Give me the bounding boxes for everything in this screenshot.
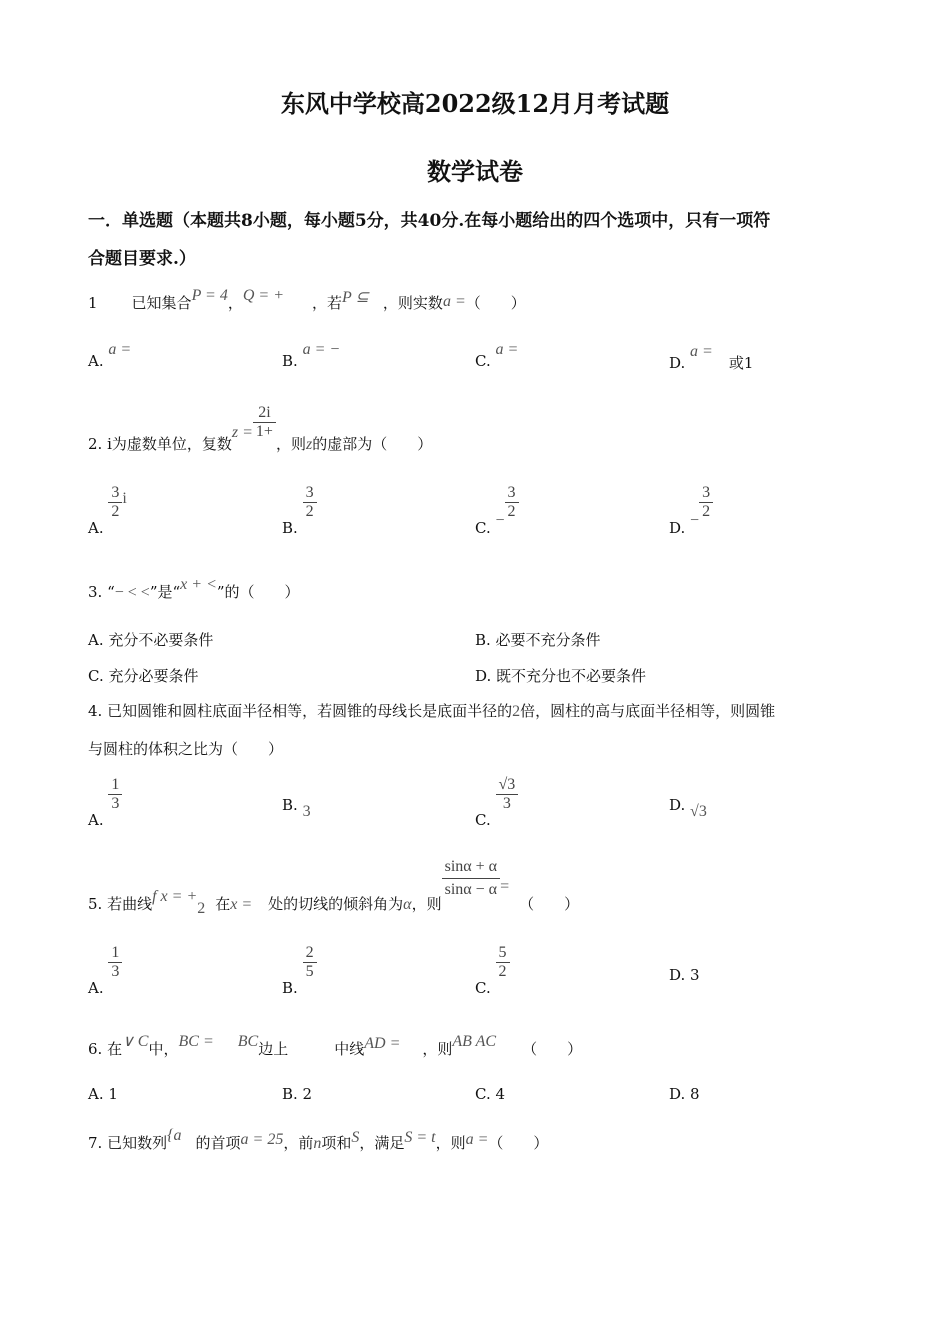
math-expression: S bbox=[351, 1129, 360, 1146]
q2-option-b[interactable]: B. $\frac{3}{2}$ bbox=[282, 484, 317, 521]
question-3: 3. “− < <”是“x + <”的（ ） bbox=[88, 576, 300, 601]
q3-option-d[interactable]: D. 既不充分也不必要条件 bbox=[475, 667, 647, 685]
q5-option-a[interactable]: A. $\frac{1}{3}$ bbox=[88, 944, 122, 981]
q4-option-c[interactable]: C. $\frac{√3}{3}$ bbox=[475, 776, 518, 813]
math-fraction: $\frac{2i}{1+}$ bbox=[253, 404, 276, 441]
q2-option-a[interactable]: A. $\frac{3}{2}$ i bbox=[88, 484, 127, 537]
q2-option-c[interactable]: C. − $\frac{3}{2}$ bbox=[475, 484, 519, 521]
question-5: 5. 若曲线f x = +2 在x = 处的切线的倾斜角为α，则 $\frac{\sin\alpha + \alpha}{\sin\alpha - \alpha}$ =（ ） bbox=[88, 858, 580, 917]
question-number: 1 bbox=[88, 294, 98, 312]
q4-option-a[interactable]: A. $\frac{1}{3}$ bbox=[88, 776, 122, 813]
question-1: 1 已知集合P = 4，Q = + ，若P ⊆ ，则实数a =（ ） bbox=[88, 287, 526, 312]
q3-option-a[interactable]: A. 充分不必要条件 bbox=[88, 631, 214, 649]
math-fraction: $\frac{\sin\alpha + \alpha}{\sin\alpha - \alpha}$ bbox=[442, 856, 500, 901]
question-2: 2. i为虚数单位，复数z = $\frac{2i}{1+}$ ，则z的虚部为（ ） bbox=[88, 404, 433, 453]
question-text: 2. i为虚数单位，复数 bbox=[88, 434, 232, 453]
math-expression: a = bbox=[465, 1131, 489, 1148]
question-text: 3. “ bbox=[88, 583, 115, 601]
math-expression: BC = bbox=[178, 1033, 214, 1050]
math-expression: x = bbox=[230, 895, 253, 913]
question-text: 6. 在 bbox=[88, 1040, 123, 1058]
math-expression: Q = + bbox=[242, 287, 285, 304]
math-vector-expression: AB AC bbox=[452, 1033, 497, 1050]
q4-option-d[interactable]: D. √3 bbox=[669, 796, 707, 820]
q2-option-d[interactable]: D. − $\frac{3}{2}$ bbox=[669, 484, 713, 521]
q6-option-d[interactable]: D. 8 bbox=[669, 1085, 700, 1103]
math-expression: P ⊆ bbox=[342, 289, 369, 306]
question-4-line2: 与圆柱的体积之比为（ ） bbox=[88, 740, 284, 758]
section-heading-line2: 合题目要求.） bbox=[88, 249, 196, 269]
math-expression: S = t bbox=[404, 1129, 436, 1146]
math-expression: BC bbox=[237, 1033, 259, 1050]
question-4: 4. 已知圆锥和圆柱底面半径相等，若圆锥的母线长是底面半径的2倍，圆柱的高与底面半径相等，则圆锥 bbox=[88, 702, 776, 720]
q6-option-b[interactable]: B. 2 bbox=[282, 1085, 313, 1103]
section-heading-line1: 一．单选题（本题共8小题，每小题5分，共40分.在每小题给出的四个选项中，只有一项符 bbox=[88, 211, 771, 231]
q3-option-b[interactable]: B. 必要不充分条件 bbox=[475, 631, 601, 649]
math-expression: z bbox=[305, 435, 313, 453]
math-expression: f x = + bbox=[152, 887, 198, 905]
q1-option-c[interactable]: C. a = bbox=[475, 341, 519, 370]
q5-option-d[interactable]: D. 3 bbox=[669, 966, 700, 984]
q5-option-b[interactable]: B. $\frac{2}{5}$ bbox=[282, 944, 317, 981]
q6-option-a[interactable]: A. 1 bbox=[88, 1085, 118, 1103]
math-expression: ∨ C bbox=[122, 1033, 149, 1050]
q1-option-a[interactable]: A. a = bbox=[88, 341, 132, 370]
q4-option-b[interactable]: B. 3 bbox=[282, 796, 311, 820]
math-expression: α bbox=[403, 895, 412, 913]
math-expression: a = bbox=[442, 293, 466, 310]
q6-option-c[interactable]: C. 4 bbox=[475, 1085, 506, 1103]
question-6: 6. 在∨ C中，BC = BC边上 中线AD = ，则AB AC （ ） bbox=[88, 1033, 583, 1058]
math-expression: P = 4 bbox=[191, 287, 228, 304]
q5-option-c[interactable]: C. $\frac{5}{2}$ bbox=[475, 944, 510, 981]
math-expression: − < < bbox=[114, 584, 150, 601]
math-expression: z = bbox=[231, 423, 253, 441]
question-text: 5. 若曲线 bbox=[88, 894, 153, 913]
exam-title: 东风中学校高2022级12月月考试题 bbox=[280, 89, 670, 118]
math-expression: {a bbox=[167, 1127, 182, 1144]
question-text: 已知集合 bbox=[131, 294, 192, 312]
exam-subtitle: 数学试卷 bbox=[427, 157, 523, 186]
math-expression: a = 25 bbox=[240, 1131, 284, 1148]
math-expression: x + < bbox=[180, 576, 217, 593]
math-expression: n bbox=[313, 1135, 322, 1152]
math-expression: AD = bbox=[364, 1035, 401, 1052]
math-expression: 2 bbox=[512, 703, 521, 720]
q3-option-c[interactable]: C. 充分必要条件 bbox=[88, 667, 199, 685]
question-text: 4. 已知圆锥和圆柱底面半径相等，若圆锥的母线长是底面半径的 bbox=[88, 702, 513, 720]
question-text: 7. 已知数列 bbox=[88, 1134, 168, 1152]
q1-option-b[interactable]: B. a = − bbox=[282, 341, 341, 370]
question-7: 7. 已知数列{a 的首项a = 25，前n项和S，满足S = t，则a =（ ） bbox=[88, 1127, 549, 1152]
q1-option-d[interactable]: D. a =或1 bbox=[669, 343, 754, 372]
